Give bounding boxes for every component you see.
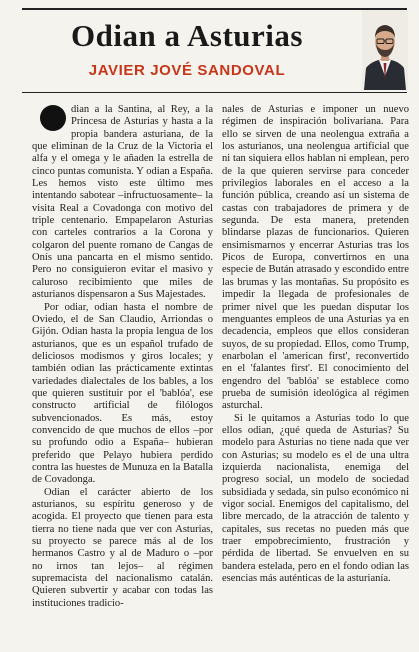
- article-column-left: [32, 104, 213, 610]
- article-column-right: [222, 104, 409, 585]
- author-portrait-icon: [362, 10, 408, 90]
- author-byline: JAVIER JOVÉ SANDOVAL: [88, 62, 286, 79]
- paragraph: [32, 104, 213, 302]
- paragraph: Si le quitamos a Asturias todo lo que ellos odian, ¿qué queda de Asturias? Su modelo para Asturias no tiene nada que ver con Asturias; su modelo es el de una ultra izquierda nacionalista, enemiga del progreso social, un modelo de sociedad subsidiada y sedada, sin pulso económico ni vigor social. Enemigos del capitalismo, del libre mercado, de la atracción de talento y capitales, sus recetas no pueden más que traer empobrecimiento, frustración y pérdida de libertad. Se envuelven en su bandera estelada, pero en el fondo odian las esencias más auténticas de la asturianía.: [222, 412, 409, 585]
- paragraph: Odian el carácter abierto de los asturianos, su espíritu generoso y de acogida. El proyecto que tienen para esta tierra no tiene nada que ver con Asturias, su proyecto se parece más al de los hermanos Castro y al de Maduro o –por no irnos tan lejos– al régimen supremacista del nacionalismo catalán. Quieren subvertir y acabar con todas las instituciones tradicio-: [32, 486, 213, 609]
- author-photo: [362, 10, 408, 90]
- drop-cap-o-icon: [40, 105, 66, 131]
- header-rule: [22, 92, 407, 93]
- paragraph: Por odiar, odian hasta el nombre de Oviedo, el de San Claudio, Arriondas o Gijón. Odian hasta la propia lengua de los asturianos, que es un español trufado de deliciosos modismos y giros locales; y también odian las prácticamente extintas variedades dialectales de los bables, a los que quieren sustituir por el 'bablóa', ese constructo artificial de filólogos subvencionados. Es más, estoy convencido de que muchos de ellos –por su profundo odio a España– hubieran preferido que Pelayo hubiera perdido contra las huestes de Munuza en la Batalla de Covadonga.: [32, 301, 213, 486]
- article-header: [22, 10, 352, 88]
- article-title: Odian a Asturias: [71, 18, 303, 53]
- paragraph: nales de Asturias e imponer un nuevo régimen de inspiración bolivariana. Para ello se sirven de una neolengua extraña a los asturianos, una neolengua artificial que ni tan siquiera ellos hablan ni emplean, pero de la que quieren servirse para conceder privilegios laborales en el acceso a la función pública, creando así un sistema de castas con trabajadores de primera y de segunda. De esta manera, pretenden blindarse plazas de funcionarios. Quieren ensimismarnos y encerrar Asturias tras los Picos de Europa, convertirnos en una especie de Bután atrasado y escondido entre las brumas y las montañas. Su propósito es impedir la llegada de profesionales de primer nivel que les puedan disputar los menguantes empleos de una Asturias ya en decadencia, empleos que ellos consideran suyos, de su propiedad. Ellos, como Trump, enarbolan el 'american first', reconvertido en el 'falantes first'. El conocimiento del engendro del 'bablóa' se establece como prueba de sumisión ideológica al régimen asturchal.: [222, 104, 409, 412]
- paragraph-text: dian a la Santina, al Rey, a la Princesa de Asturias y hasta a la propia bandera asturiana, de la que eliminan de la Cruz de la Victoria el alfa y el omega y le añaden la estrella de cinco puntas comunista. Y odian a España. Les hemos visto este último mes intentando sabotear –infructuosamente– la visita Real a Covadonga con motivo del triple centenario. Empapelaron Asturias con carteles contrarios a la Corona y colgaron del puente romano de Cangas de Onís una pancarta en el mismo sentido. Pero no consiguieron evitar el masivo y caluroso recibimiento que miles de asturianos dispensaron a Sus Majestades.: [32, 104, 213, 301]
